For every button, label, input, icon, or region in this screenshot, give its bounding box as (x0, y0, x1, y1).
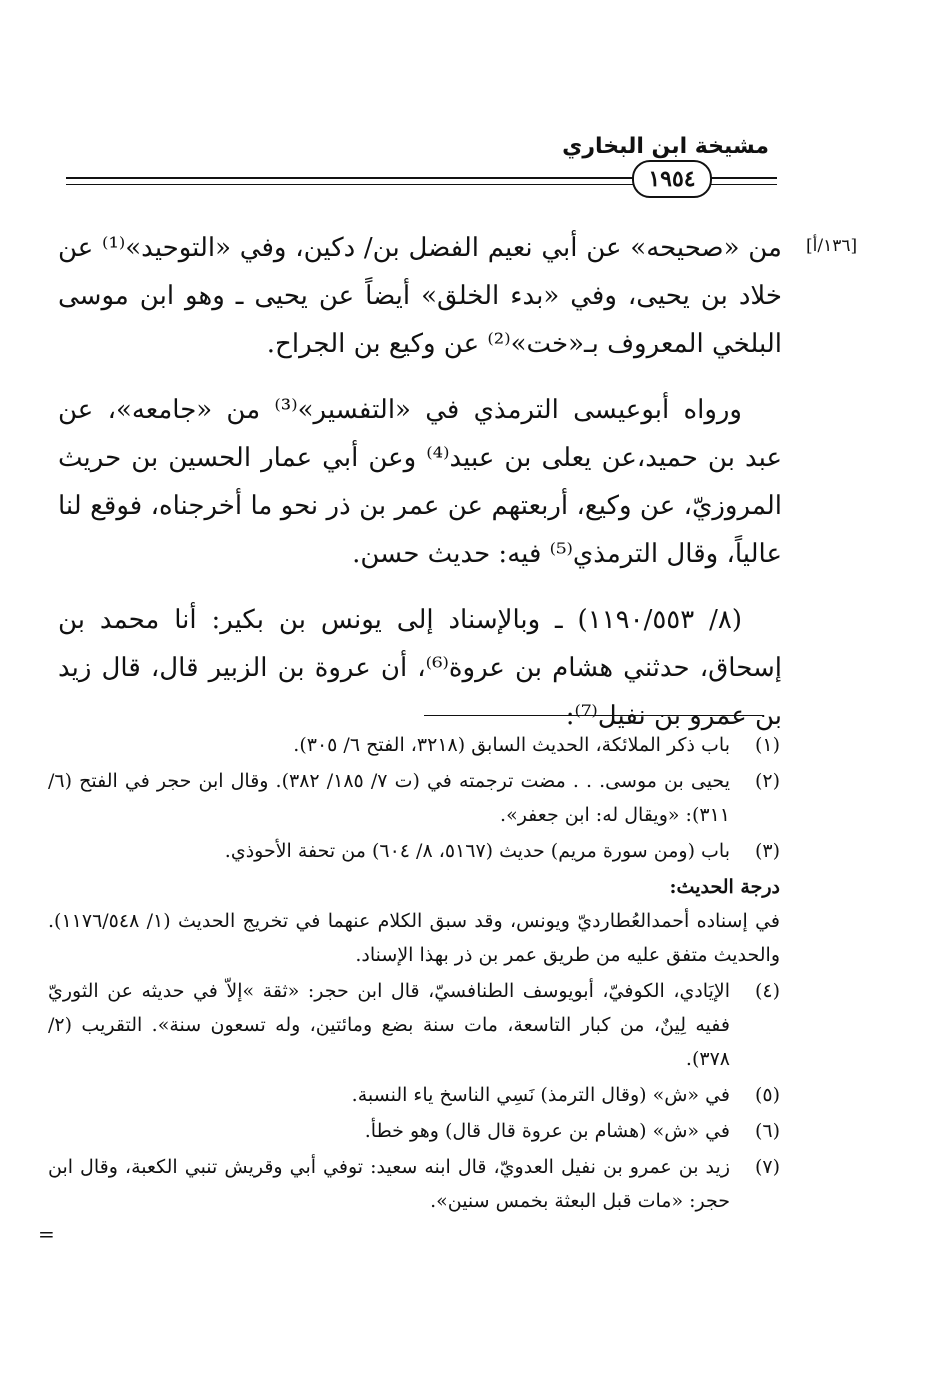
footnote-5 (48, 1078, 780, 1112)
footnote-text: زيد بن عمرو بن نفيل العدويّ، قال ابنه سعيد: توفي أبي وقريش تنبي الكعبة، وقال ابن حجر: «مات قبل البعثة بخمس سنين». (48, 1156, 730, 1212)
footnote-7 (48, 1150, 780, 1218)
footnote-text: باب (ومن سورة مريم) حديث (٥١٦٧، ٨/ ٦٠٤) من تحفة الأحوذي. (224, 840, 730, 862)
footnote-number: (٦) (754, 1120, 780, 1142)
footnote-number: (٤) (754, 980, 780, 1002)
paragraph-1: من «صحيحه» عن أبي نعيم الفضل بن/ دكين، وفي «التوحيد»⁽¹⁾ عن خلاد بن يحيى، وفي «بدء الخلق» أيضاً عن يحيى ـ وهو ابن موسى البلخي المعروف بـ«خت»⁽²⁾ عن وكيع بن الجراح. (58, 233, 782, 359)
running-head: مشيخة ابن البخاري (562, 134, 769, 159)
footnote-separator (424, 715, 764, 716)
footnote-text: يحيى بن موسى. . . مضت ترجمته في (ت ٧/ ١٨٥/ ٣٨٢). وقال ابن حجر في الفتح (٦/ ٣١١): «ويقال له: ابن جعفر». (48, 770, 730, 826)
footnote-3 (48, 834, 780, 868)
main-text (58, 224, 782, 758)
footnote-number: (١) (754, 734, 780, 756)
footnote-4 (48, 974, 780, 1076)
hadith-grade-text: في إسناده أحمدالعُطارديّ ويونس، وقد سبق الكلام عنهما في تخريج الحديث (١/ ١١٧٦/٥٤٨). والحديث متفق عليه من طريق عمر بن ذر بهذا الإسناد. (48, 910, 780, 966)
hadith-grade-heading: درجة الحديث: (669, 876, 780, 898)
continuation-mark: = (38, 1222, 55, 1246)
footnote-2 (48, 764, 780, 832)
footnote-number: (٧) (754, 1156, 780, 1178)
footnote-text: باب ذكر الملائكة، الحديث السابق (٣٢١٨، الفتح ٦/ ٣٠٥). (293, 734, 730, 756)
footnote-text: في «ش» (وقال الترمذ) نَسِي الناسخ ياء النسبة. (351, 1084, 730, 1106)
footnote-text: في «ش» (هشام بن عروة قال قال) وهو خطأ. (364, 1120, 730, 1142)
footnote-text: الإيَادي، الكوفيّ، أبويوسف الطنافسيّ، قال ابن حجر: «ثقة »إلاّ في حديثه عن الثوريّ ففيه لِينٌ، من كبار التاسعة، مات سنة بضع ومائتين، وله تسعون سنة». التقريب (٢/ ٣٧٨). (48, 980, 730, 1070)
page-number: ١٩٥٤ (632, 160, 712, 198)
footnote-number: (٣) (754, 840, 780, 862)
paragraph-2: ورواه أبوعيسى الترمذي في «التفسير»⁽³⁾ من «جامعه»، عن عبد بن حميد،عن يعلى بن عبيد⁽⁴⁾ وعن أبي عمار الحسين بن حريث المروزيّ، عن وكيع، أربعتهم عن عمر بن ذر نحو ما أخرجناه، فوقع لنا عالياً، وقال الترمذي⁽⁵⁾ فيه: حديث حسن. (58, 395, 782, 569)
paragraph-3: (٨/ ١١٩٠/٥٥٣) ـ وبالإسناد إلى يونس بن بكير: أنا محمد بن إسحاق، حدثني هشام بن عروة⁽⁶⁾، أن عروة بن الزبير قال، قال زيد بن عمرو بن نفيل⁽⁷⁾: (58, 605, 783, 731)
footnote-number: (٢) (754, 770, 780, 792)
margin-reference: [١٣٦/أ] (806, 236, 858, 256)
footnote-6 (48, 1114, 780, 1148)
footnotes (48, 728, 780, 1220)
footnote-number: (٥) (754, 1084, 780, 1106)
footnote-1 (48, 728, 780, 762)
